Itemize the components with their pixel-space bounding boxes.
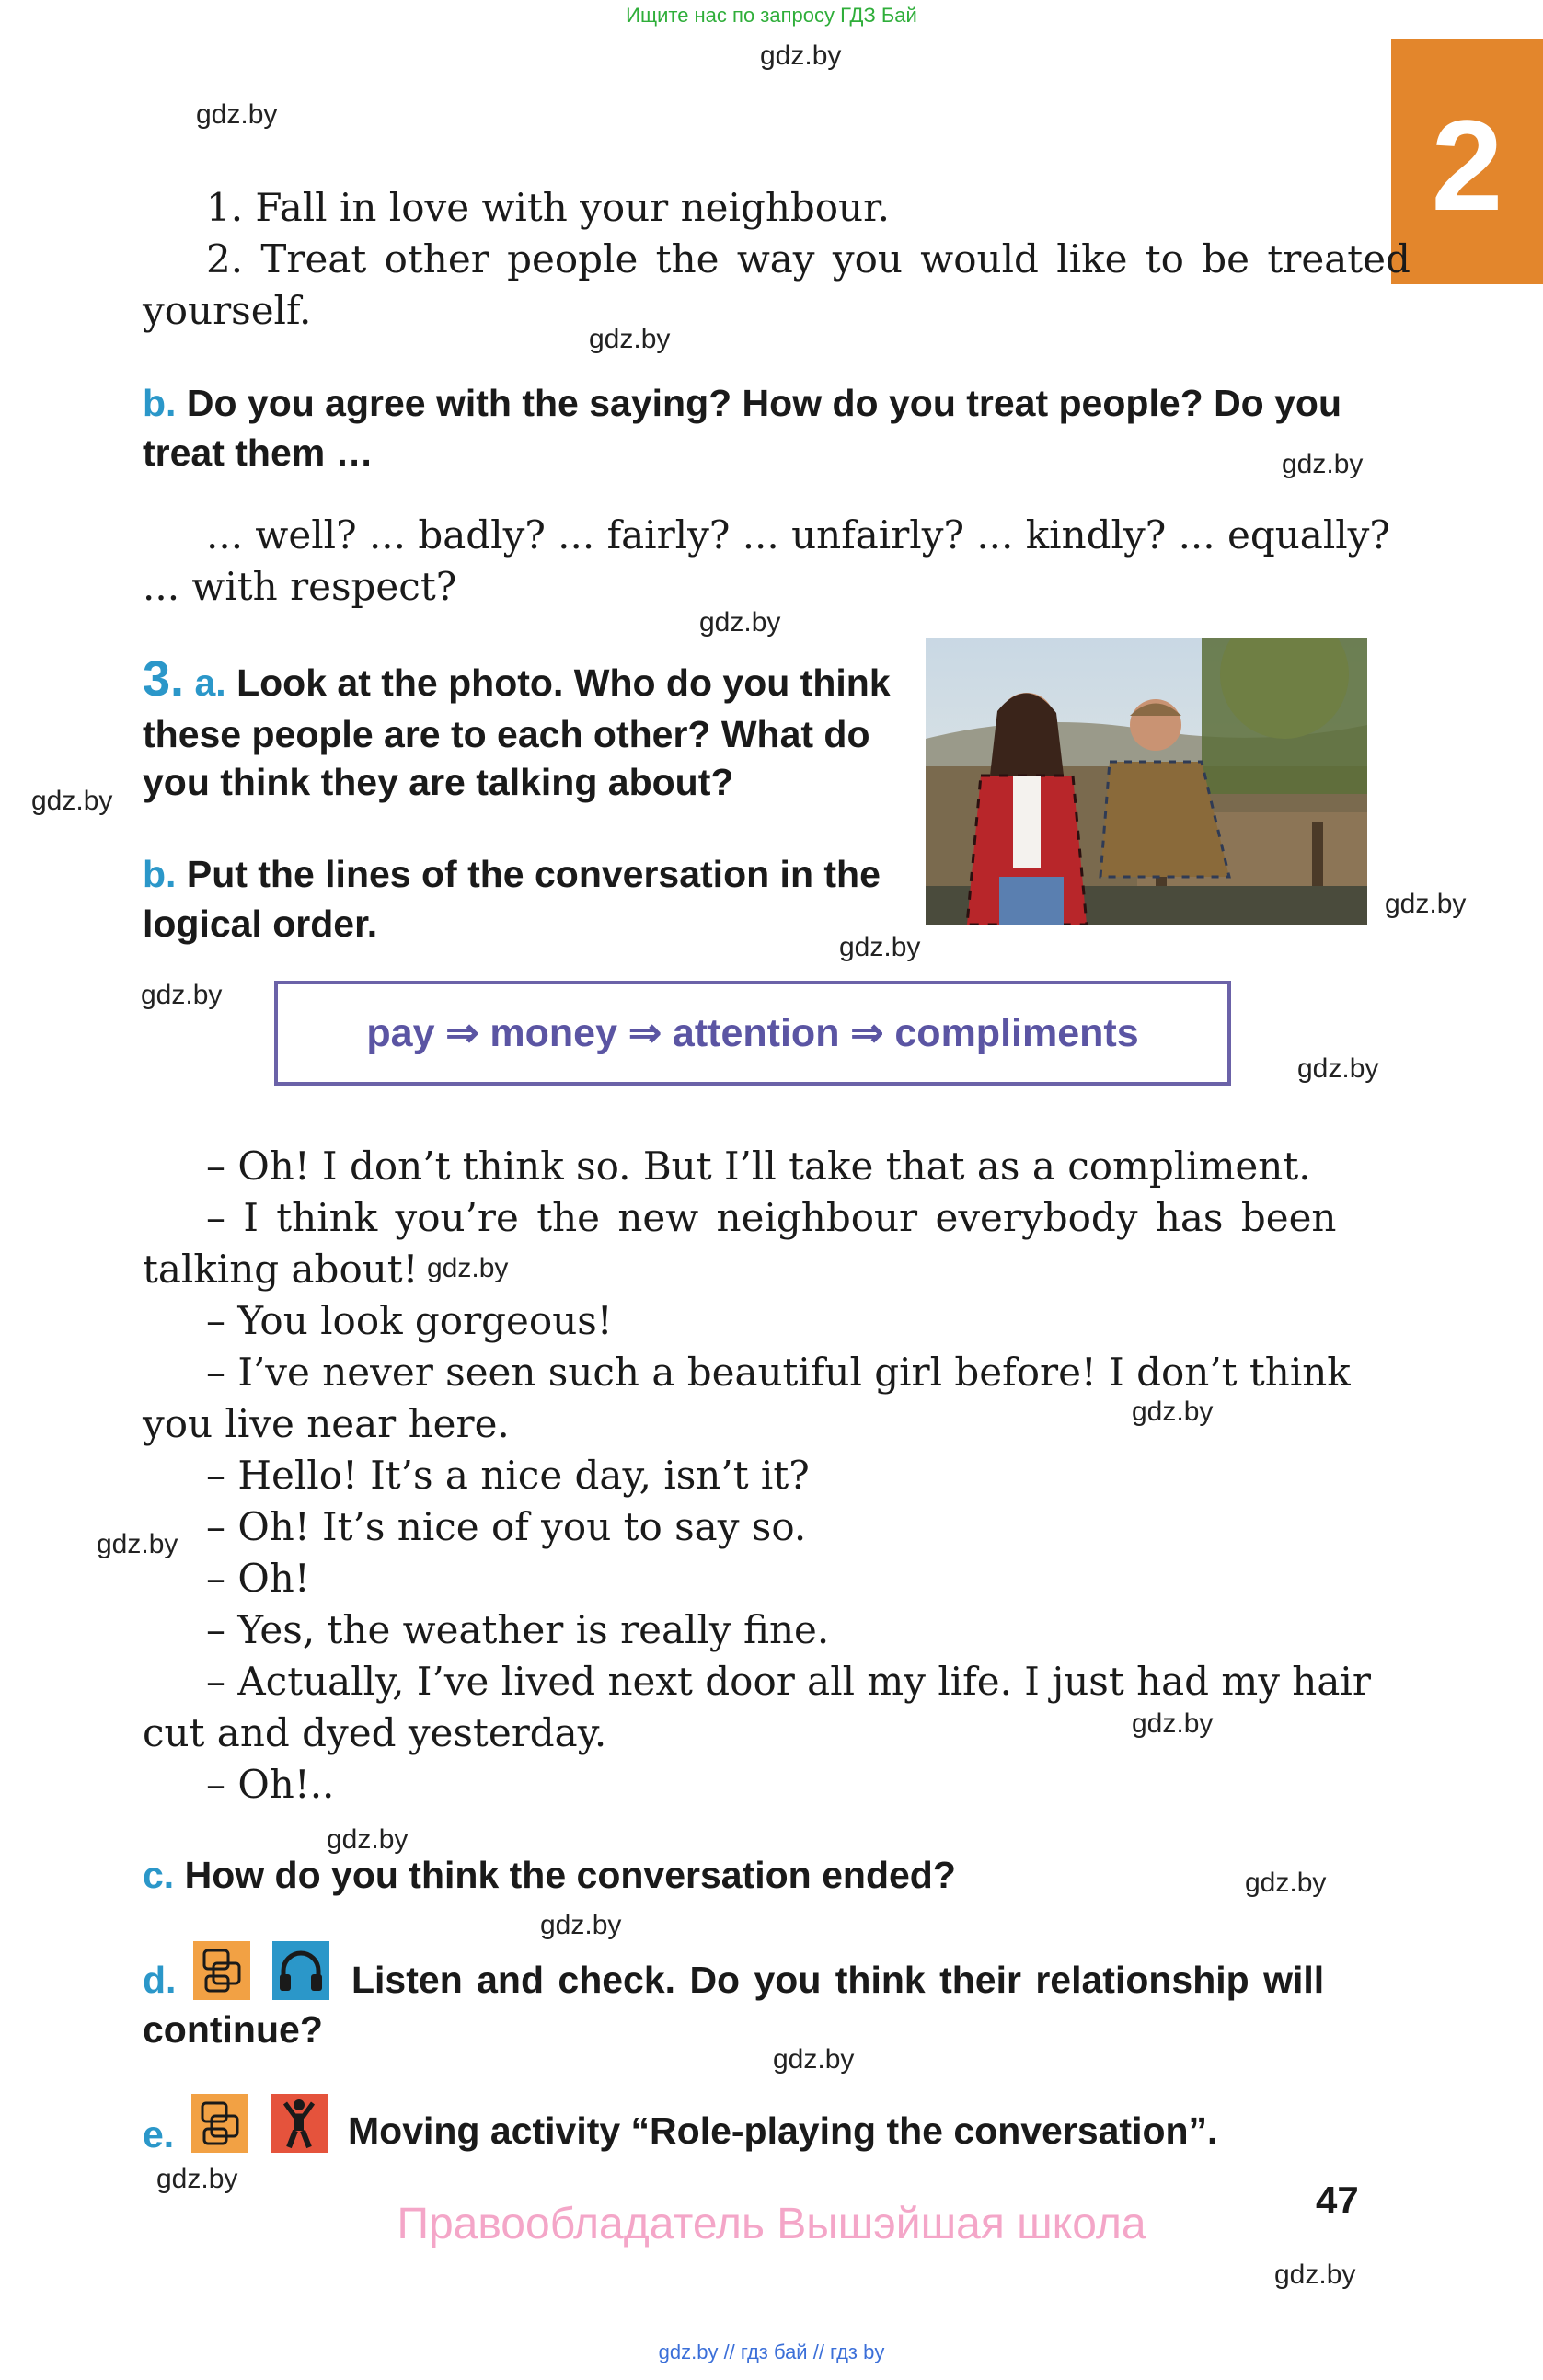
watermark: gdz.by bbox=[1385, 889, 1467, 919]
conversation-line: talking about! bbox=[143, 1247, 419, 1292]
rule-line: 1. Fall in love with your neighbour. bbox=[206, 185, 890, 230]
task-text: How do you think the conversation ended? bbox=[184, 1854, 956, 1896]
conversation-line: – Yes, the weather is really fine. bbox=[206, 1607, 830, 1652]
exercise-3d-line: continue? bbox=[143, 2008, 323, 2051]
task-letter: b. bbox=[143, 853, 177, 895]
task-letter: c. bbox=[143, 1854, 175, 1896]
watermark: gdz.by bbox=[1132, 1708, 1214, 1739]
conversation-line: – Hello! It’s a nice day, isn’t it? bbox=[206, 1453, 810, 1498]
moving-person-icon bbox=[271, 2094, 328, 2153]
watermark: gdz.by bbox=[760, 40, 842, 71]
exercise-3a-line bbox=[143, 651, 891, 707]
task-letter: a. bbox=[194, 661, 226, 704]
word-chain: pay ⇒ money ⇒ attention ⇒ compliments bbox=[366, 1011, 1139, 1055]
task-letter: b. bbox=[143, 382, 177, 424]
conversation-line: – Oh! It’s nice of you to say so. bbox=[206, 1504, 807, 1549]
task-letter: e. bbox=[143, 2113, 175, 2156]
watermark: gdz.by bbox=[1297, 1053, 1379, 1084]
conversation-line: – Actually, I’ve lived next door all my life. I just had my hair bbox=[206, 1659, 1371, 1704]
pair-work-icon bbox=[191, 2094, 248, 2153]
options-line: ... well? ... badly? ... fairly? ... unfairly? ... kindly? ... equally? bbox=[206, 512, 1390, 558]
watermark: gdz.by bbox=[839, 932, 921, 962]
conversation-line: – I’ve never seen such a beautiful girl before! I don’t think bbox=[206, 1350, 1351, 1395]
options-line: ... with respect? bbox=[143, 564, 457, 609]
conversation-line: – I think you’re the new neighbour everybody has been bbox=[206, 1195, 1337, 1240]
bottom-links[interactable]: gdz.by // гдз бай // гдз by bbox=[658, 2340, 885, 2363]
watermark: gdz.by bbox=[699, 607, 781, 638]
exercise-3c-line bbox=[143, 1851, 956, 1900]
watermark: gdz.by bbox=[1274, 2259, 1356, 2290]
watermark: gdz.by bbox=[427, 1253, 509, 1283]
conversation-line: you live near here. bbox=[143, 1401, 510, 1446]
rule-line: yourself. bbox=[143, 288, 312, 333]
conversation-line: – Oh! bbox=[206, 1556, 310, 1601]
conversation-line: – Oh! I don’t think so. But I’ll take that as a compliment. bbox=[206, 1144, 1311, 1189]
conversation-line: – You look gorgeous! bbox=[206, 1298, 613, 1343]
chapter-number: 2 bbox=[1431, 93, 1503, 237]
exercise-3d-line: Listen and check. Do you think their relationship will bbox=[351, 1959, 1325, 2001]
task-text: Put the lines of the conversation in the bbox=[186, 853, 881, 895]
watermark: gdz.by bbox=[196, 99, 278, 130]
watermark: gdz.by bbox=[327, 1824, 409, 1855]
watermark: gdz.by bbox=[141, 980, 223, 1010]
rule-line: 2. Treat other people the way you would like to be treated bbox=[206, 236, 1411, 282]
photo-two-neighbours bbox=[926, 638, 1367, 925]
watermark: gdz.by bbox=[31, 786, 113, 816]
conversation-line: – Oh!.. bbox=[206, 1762, 335, 1807]
page-number: 47 bbox=[1316, 2179, 1359, 2222]
task-text: Do you agree with the saying? How do you treat people? Do you bbox=[186, 382, 1342, 424]
exercise-3a-line: these people are to each other? What do bbox=[143, 713, 870, 755]
exercise-3a-line: you think they are talking about? bbox=[143, 761, 734, 803]
watermark: gdz.by bbox=[1245, 1868, 1327, 1898]
exercise-3b-line bbox=[143, 850, 881, 899]
top-search-link[interactable]: Ищите нас по запросу ГДЗ Бай bbox=[626, 4, 917, 27]
pair-work-icon bbox=[193, 1941, 250, 2000]
watermark: gdz.by bbox=[1282, 449, 1364, 479]
task-b-question-cont: treat them … bbox=[143, 431, 374, 474]
exercise-3e-line: Moving activity “Role-playing the conversation”. bbox=[348, 2110, 1218, 2152]
exercise-3b-line: logical order. bbox=[143, 903, 378, 945]
headphones-icon bbox=[272, 1941, 329, 2000]
watermark: gdz.by bbox=[540, 1910, 622, 1940]
watermark: gdz.by bbox=[1132, 1397, 1214, 1427]
task-text: Look at the photo. Who do you think bbox=[236, 661, 891, 704]
conversation-line: cut and dyed yesterday. bbox=[143, 1710, 607, 1755]
rights-holder: Правообладатель Вышэйшая школа bbox=[397, 2200, 1146, 2248]
task-letter: d. bbox=[143, 1959, 177, 2001]
watermark: gdz.by bbox=[589, 324, 671, 354]
task-b-question bbox=[143, 379, 1341, 428]
watermark: gdz.by bbox=[156, 2164, 238, 2194]
watermark: gdz.by bbox=[773, 2044, 855, 2075]
exercise-number: 3. bbox=[143, 651, 185, 707]
watermark: gdz.by bbox=[97, 1529, 178, 1559]
